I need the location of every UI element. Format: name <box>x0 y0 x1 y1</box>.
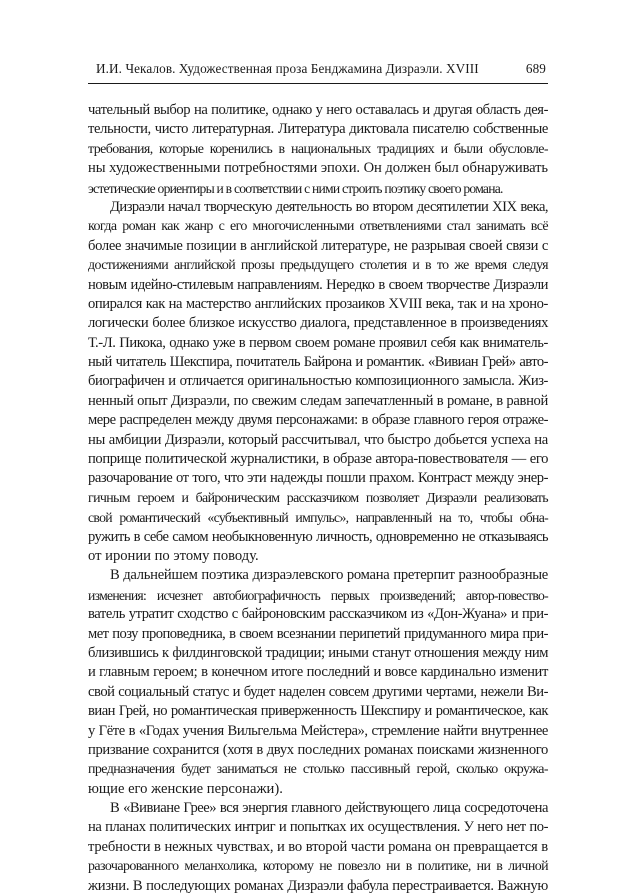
text-line: ны амбиции Дизраэли, который рассчитывал, что быстро добьется успеха на <box>88 431 548 448</box>
text-line: достижениями английской прозы предыдущего столетия и в то же время следуя <box>88 258 548 274</box>
text-line: у Гёте в «Годах учения Вильгельма Мейстера», стремление найти внутреннее <box>88 722 548 739</box>
text-line: разочарованного меланхолика, которому не повезло ни в политике, ни в личной <box>88 859 548 875</box>
text-line: виан Грей, но романтическая приверженность Шекспиру и романтическое, как <box>88 703 548 720</box>
text-line: поприще политической журналистики, в образе автора-повествователя — его <box>88 451 548 468</box>
text-line: ненный опыт Дизраэли, по свежим следам запечатленный в романе, в равной <box>88 392 548 409</box>
text-line: от иронии по этому поводу. <box>88 547 259 564</box>
text-line: В «Вивиане Грее» вся энергия главного действующего лица сосредоточена <box>110 800 548 817</box>
text-line: логически более близкое искусство диалога, представленное в произведениях <box>88 315 548 332</box>
text-line: ющие его женские персонажи). <box>88 780 283 797</box>
text-line: Т.-Л. Пикока, однако уже в первом своем романе проявил себя как вниматель- <box>88 334 548 351</box>
text-line: опирался как на мастерство английских прозаиков XVIII века, так и на хроно- <box>88 295 548 312</box>
page-number: 689 <box>525 61 546 76</box>
running-title: И.И. Чекалов. Художественная проза Бенджамина Дизраэли. XVIII <box>96 61 479 76</box>
text-line: В дальнейшем поэтика дизраэлевского романа претерпит разнообразные <box>110 567 548 584</box>
text-line: когда роман как жанр с его многочисленными ответвлениями стал занимать всё <box>88 219 548 235</box>
paragraph <box>88 101 548 198</box>
paragraph <box>88 799 548 896</box>
text-line: гичным героем и байроническим рассказчиком позволяет Дизраэли реализовать <box>88 490 548 506</box>
text-line: ны художественными потребностями эпохи. Он должен был обнаруживать <box>88 160 548 177</box>
header-rule <box>88 83 548 84</box>
text-line: на планах политических интриг и попытках их осуществления. У него нет по- <box>88 819 548 836</box>
text-line: мере распределен между двумя персонажами: в образе главного героя отраже- <box>88 412 548 429</box>
text-line: требности в нежных чувствах, и во второй части романа он превращается в <box>88 838 548 855</box>
text-line: мет позу проповедника, в своем всезнании перипетий придуманного мира при- <box>88 625 548 642</box>
text-line: Дизраэли начал творческую деятельность во втором десятилетии XIX века, <box>110 198 548 215</box>
running-head <box>96 61 546 79</box>
text-line: и главным героем; в конечном итоге последний и вовсе кардинально изменит <box>88 664 548 681</box>
text-line: ный читатель Шекспира, почитатель Байрона и романтик. «Вивиан Грей» авто- <box>88 354 548 371</box>
text-line: биографичен и отличается оригинальностью композиционного замысла. Жиз- <box>88 373 548 390</box>
text-line: свой социальный статус и будет наделен совсем другими чертами, нежели Ви- <box>88 683 548 700</box>
text-line: призвание сохранится (хотя в двух последних романах поисками жизненного <box>88 741 548 758</box>
text-line: ружить в себе самом необыкновенную личность, одновременно не отказываясь <box>88 528 548 545</box>
paragraph <box>88 198 548 566</box>
text-line: эстетические ориентиры и в соответствии с ними строить поэтику своего романа. <box>88 180 503 196</box>
paragraph <box>88 566 548 799</box>
text-line: более значимые позиции в английской литературе, не разрывая своей связи с <box>88 237 548 254</box>
text-line: близившись к филдинговской традиции; иными станут отношения между ним <box>88 644 548 661</box>
text-line: жизни. В последующих романах Дизраэли фабула перестраивается. Важную <box>88 877 548 894</box>
text-line: ватель утратит сходство с байроновским рассказчиком из «Дон-Жуана» и при- <box>88 606 548 623</box>
text-line: свой романтический «субъективный импульс», направленный на то, чтобы обна- <box>88 510 548 526</box>
text-line: чательный выбор на политике, однако у него оставалась и другая область дея- <box>88 102 548 118</box>
text-line: новым идейно-стилевым направлениям. Нередко в своем творчестве Дизраэли <box>88 276 548 293</box>
body-text <box>88 101 548 896</box>
text-line: предназначения будет заниматься не столько пассивный герой, сколько окружа- <box>88 762 548 778</box>
text-line: тельности, чисто литературная. Литература диктовала писателю собственные <box>88 121 548 138</box>
text-line: изменения: исчезнет автобиографичность первых произведений; автор-повество- <box>88 587 548 603</box>
text-line: требования, которые коренились в национальных традициях и были обусловле- <box>88 141 548 157</box>
text-line: разочарование от того, что эти надежды пошли прахом. Контраст между энер- <box>88 470 548 487</box>
